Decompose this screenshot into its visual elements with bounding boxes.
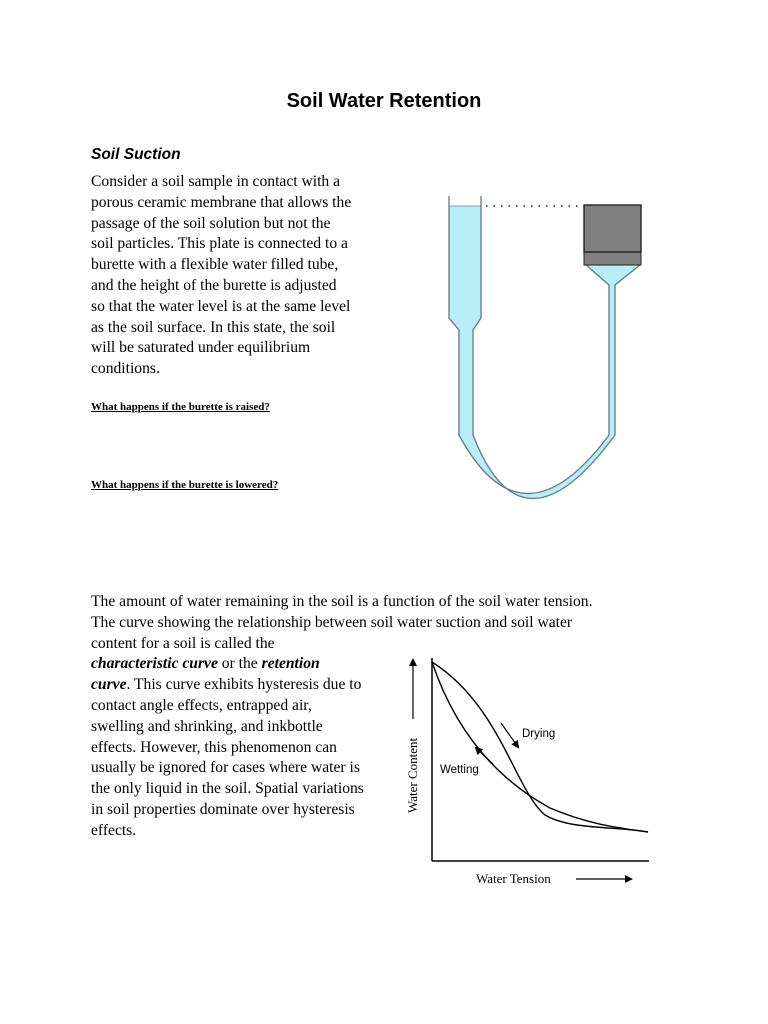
page-title: Soil Water Retention — [286, 90, 482, 112]
wetting-arrow — [476, 748, 493, 764]
intro-line: will be saturated under equilibrium — [91, 339, 311, 357]
intro-line: burette with a flexible water filled tube, — [91, 256, 339, 274]
retention-line: contact angle effects, entrapped air, — [91, 696, 312, 714]
retention-line-rest: . This curve exhibits hysteresis due to — [126, 676, 362, 694]
intro-line: porous ceramic membrane that allows the — [91, 193, 352, 211]
y-axis-label: Water Content — [405, 737, 420, 813]
question-lowered: What happens if the burette is lowered? — [91, 479, 279, 491]
retention-curve-graph — [400, 650, 650, 895]
intro-line: Consider a soil sample in contact with a — [91, 173, 341, 190]
intro-paragraph — [91, 172, 401, 380]
retention-line: content for a soil is called the — [91, 634, 275, 652]
intro-line: and the height of the burette is adjusted — [91, 276, 337, 294]
x-axis-label: Water Tension — [476, 871, 551, 886]
intro-line: soil particles. This plate is connected to a — [91, 235, 348, 253]
intro-line: as the soil surface. In this state, the soil — [91, 318, 336, 336]
retention-line: swelling and shrinking, and inkbottle — [91, 717, 323, 735]
term-characteristic-curve: characteristic curve — [91, 655, 218, 673]
wetting-curve — [432, 662, 648, 832]
retention-line: usually be ignored for cases where water is — [91, 759, 360, 777]
wetting-label: Wetting — [440, 764, 479, 776]
section-heading: Soil Suction — [91, 146, 181, 163]
retention-line: effects. However, this phenomenon can — [91, 738, 337, 756]
drying-arrow — [501, 723, 518, 747]
burette-apparatus-diagram — [440, 192, 650, 517]
retention-line: The amount of water remaining in the soil is a function of the soil water tension. — [91, 593, 593, 610]
retention-line: effects. — [91, 821, 137, 839]
term-curve: curve — [91, 676, 127, 694]
ceramic-plate — [584, 252, 641, 265]
intro-line: conditions. — [91, 360, 160, 378]
drying-curve — [432, 662, 648, 832]
intro-line: passage of the soil solution but not the — [91, 214, 331, 232]
retention-connector: or the — [217, 655, 262, 673]
soil-sample — [584, 205, 641, 252]
intro-line: so that the water level is at the same level — [91, 297, 351, 315]
retention-line: The curve showing the relationship between soil water suction and soil water — [91, 613, 573, 631]
retention-line: in soil properties dominate over hysteresis — [91, 800, 355, 818]
question-raised: What happens if the burette is raised? — [91, 401, 270, 413]
drying-label: Drying — [522, 728, 556, 740]
retention-line: the only liquid in the soil. Spatial variations — [91, 780, 364, 798]
term-retention: retention — [261, 655, 320, 673]
